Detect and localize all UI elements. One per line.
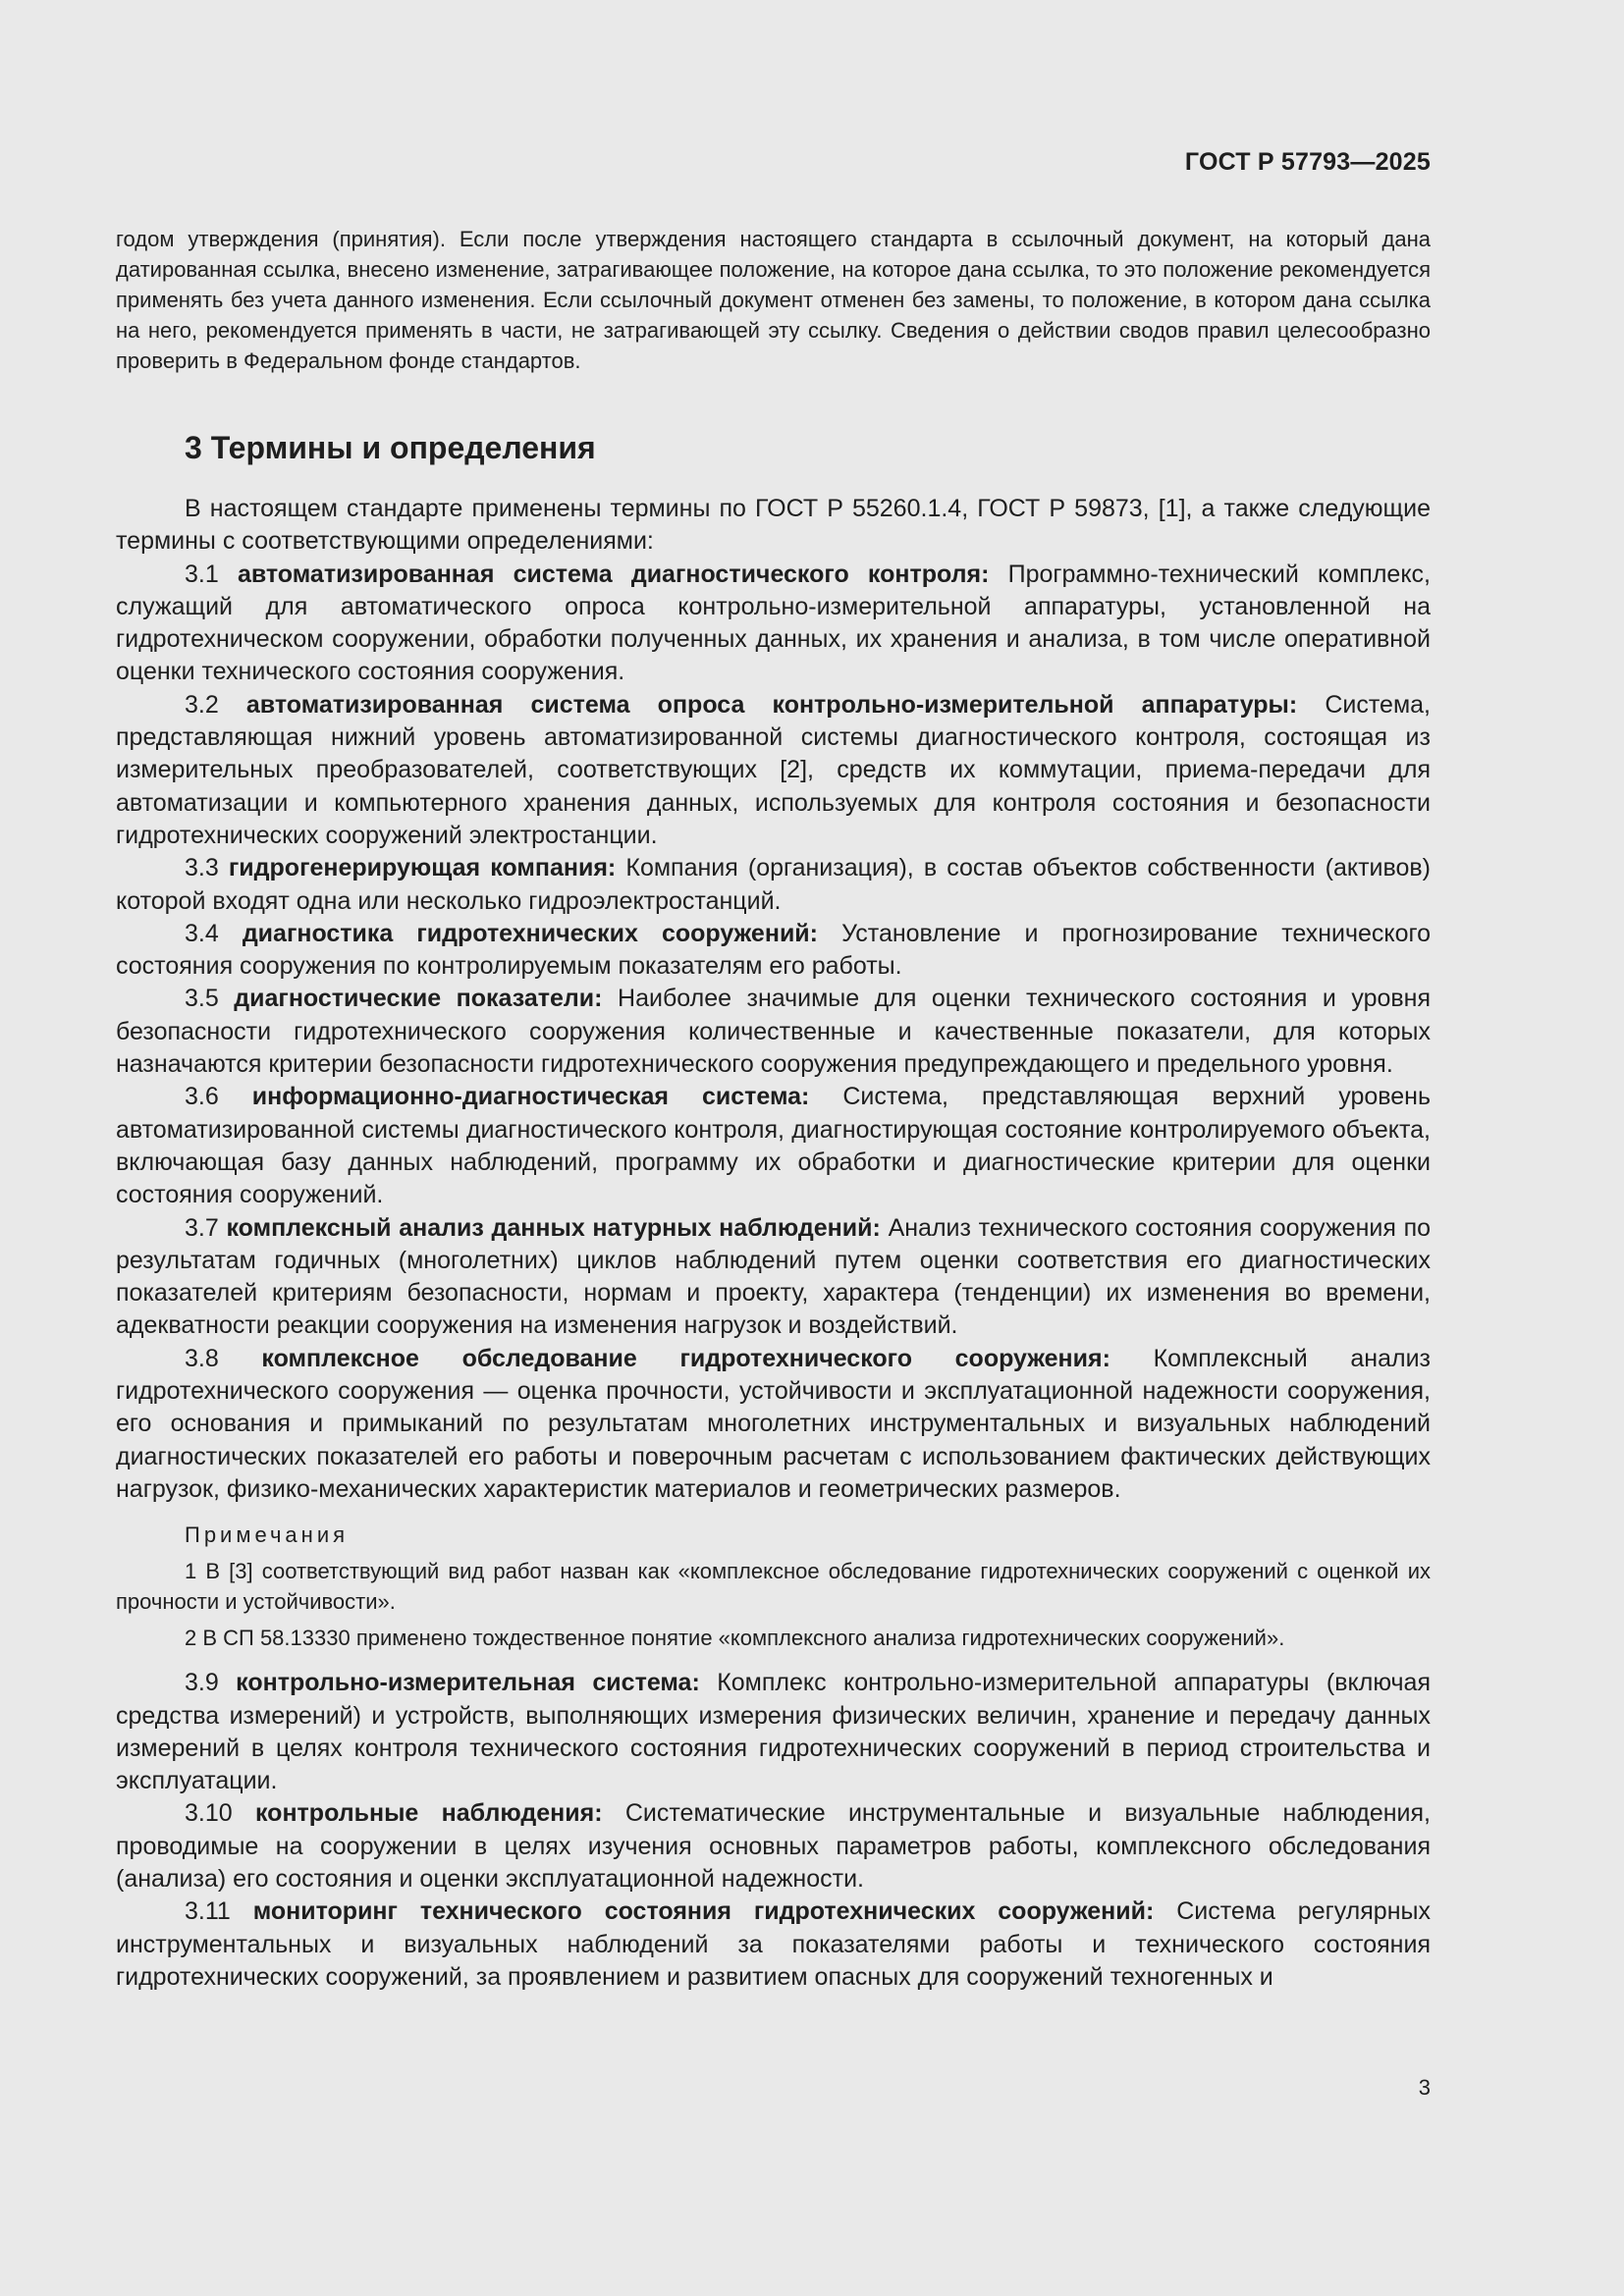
term-number: 3.4	[185, 919, 219, 947]
term-number: 3.7	[185, 1213, 219, 1242]
term-number: 3.11	[185, 1897, 231, 1926]
term-item	[116, 852, 1431, 918]
term-number: 3.9	[185, 1669, 219, 1697]
term-item	[116, 1667, 1431, 1797]
section-lead: В настоящем стандарте применены термины по ГОСТ Р 55260.1.4, ГОСТ Р 59873, [1], а также следующие термины с соответствующими определениями:	[116, 495, 1431, 556]
notes-block	[116, 1520, 1431, 1653]
term-name: контрольно-измерительная система:	[236, 1669, 700, 1697]
term-name: автоматизированная система диагностического контроля:	[237, 560, 990, 588]
term-number: 3.8	[185, 1344, 219, 1372]
term-item	[116, 918, 1431, 984]
term-item	[116, 559, 1431, 689]
section-title: 3 Термины и определения	[185, 430, 596, 465]
term-item	[116, 1343, 1431, 1506]
term-item	[116, 689, 1431, 852]
term-definition: Компания (организация), в состав объектов собственности (активов) которой входят одна или несколько гидроэлектростанций.	[116, 854, 1431, 915]
term-definition: Система, представляющая верхний уровень автоматизированной системы диагностического контроля, диагностирующая состояние контролируемого объекта, включающая базу данных наблюдений, программу их обработки и диагностические критерии для оценки состояния сооружений.	[116, 1083, 1432, 1209]
term-name: автоматизированная система опроса контрольно-измерительной аппаратуры:	[245, 690, 1298, 719]
term-definition: Система регулярных инструментальных и визуальных наблюдений за показателями работы и технического состояния гидротехнических сооружений, за проявлением и развитием опасных для сооружений техногенных и	[116, 1897, 1431, 1991]
document-code: ГОСТ Р 57793—2025	[1184, 148, 1431, 176]
term-definition: Система, представляющая нижний уровень автоматизированной системы диагностического контроля, состоящая из измерительных преобразователей, соответствующих [2], средств их коммутации, приема-передачи для автоматизации и компьютерного хранения данных, используемых для контроля состояния и безопасности гидротехнических сооружений электростанции.	[116, 690, 1431, 849]
term-number: 3.3	[185, 854, 219, 882]
term-name: информационно-диагностическая система:	[251, 1083, 810, 1111]
term-number: 3.6	[185, 1083, 219, 1111]
page-number: 3	[1418, 2075, 1431, 2100]
intro-paragraph: годом утверждения (принятия). Если после утверждения настоящего стандарта в ссылочный документ, на который дана датированная ссылка, внесено изменение, затрагивающее положение, на которое дана ссылка, то это положение рекомендуется применять без учета данного изменения. Если ссылочный документ отменен без замены, то положение, в котором дана ссылка на него, рекомендуется применять в части, не затрагивающей эту ссылку. Сведения о действии сводов правил целесообразно проверить в Федеральном фонде стандартов.	[116, 227, 1431, 373]
term-item	[116, 1081, 1431, 1211]
term-name: диагностические показатели:	[234, 985, 603, 1013]
term-name: контрольные наблюдения:	[255, 1799, 603, 1828]
term-name: комплексный анализ данных натурных наблюдений:	[226, 1213, 881, 1242]
term-name: диагностика гидротехнических сооружений:	[242, 919, 819, 947]
term-item	[116, 1797, 1431, 1896]
section-body	[116, 493, 1431, 1994]
term-definition: Анализ технического состояния сооружения по результатам годичных (многолетних) циклов наблюдений путем оценки соответствия его диагностических показателей критериям безопасности, нормам и проекту, характера (тенденции) их изменения во времени, адекватности реакции сооружения на изменения нагрузок и воздействий.	[116, 1213, 1432, 1340]
term-name: комплексное обследование гидротехнического сооружения:	[261, 1344, 1110, 1372]
note-item: 1 В [3] соответствующий вид работ назван как «комплексное обследование гидротехнических сооружений с оценкой их прочности и устойчивости».	[116, 1559, 1431, 1615]
term-item	[116, 1212, 1431, 1343]
term-definition: Комплекс контрольно-измерительной аппаратуры (включая средства измерений) и устройств, выполняющих измерения физических величин, хранение и передачу данных измерений в целях контроля технического состояния гидротехнических сооружений в период строительства и эксплуатации.	[116, 1669, 1431, 1795]
term-definition: Установление и прогнозирование технического состояния сооружения по контролируемым показателям его работы.	[116, 919, 1432, 981]
term-item	[116, 1896, 1431, 1994]
term-number: 3.5	[185, 985, 219, 1013]
term-name: мониторинг технического состояния гидротехнических сооружений:	[252, 1897, 1155, 1926]
note-item: 2 В СП 58.13330 применено тождественное понятие «комплексного анализа гидротехнических сооружений».	[185, 1626, 1285, 1651]
term-item	[116, 983, 1431, 1081]
term-number: 3.2	[185, 690, 219, 719]
term-number: 3.10	[185, 1799, 233, 1828]
notes-title: Примечания	[185, 1522, 350, 1548]
term-definition: Программно-технический комплекс, служащий для автоматического опроса контрольно-измерительной аппаратуры, установленной на гидротехническом сооружении, обработки полученных данных, их хранения и анализа, в том числе оперативной оценки технического состояния сооружения.	[116, 560, 1431, 686]
term-number: 3.1	[185, 560, 219, 588]
term-definition: Комплексный анализ гидротехнического сооружения — оценка прочности, устойчивости и эксплуатационной надежности сооружения, его основания и примыканий по результатам многолетних инструментальных и визуальных наблюдений диагностических показателей его работы и поверочным расчетам с использованием фактических действующих нагрузок, физико-механических характеристик материалов и геометрических размеров.	[116, 1344, 1432, 1503]
term-definition: Наиболее значимые для оценки технического состояния и уровня безопасности гидротехнического сооружения количественные и качественные показатели, для которых назначаются критерии безопасности гидротехнического сооружения предупреждающего и предельного уровня.	[116, 985, 1432, 1079]
term-definition: Систематические инструментальные и визуальные наблюдения, проводимые на сооружении в целях изучения основных параметров работы, комплексного обследования (анализа) его состояния и оценки эксплуатационной надежности.	[116, 1799, 1431, 1893]
term-name: гидрогенерирующая компания:	[228, 854, 617, 882]
